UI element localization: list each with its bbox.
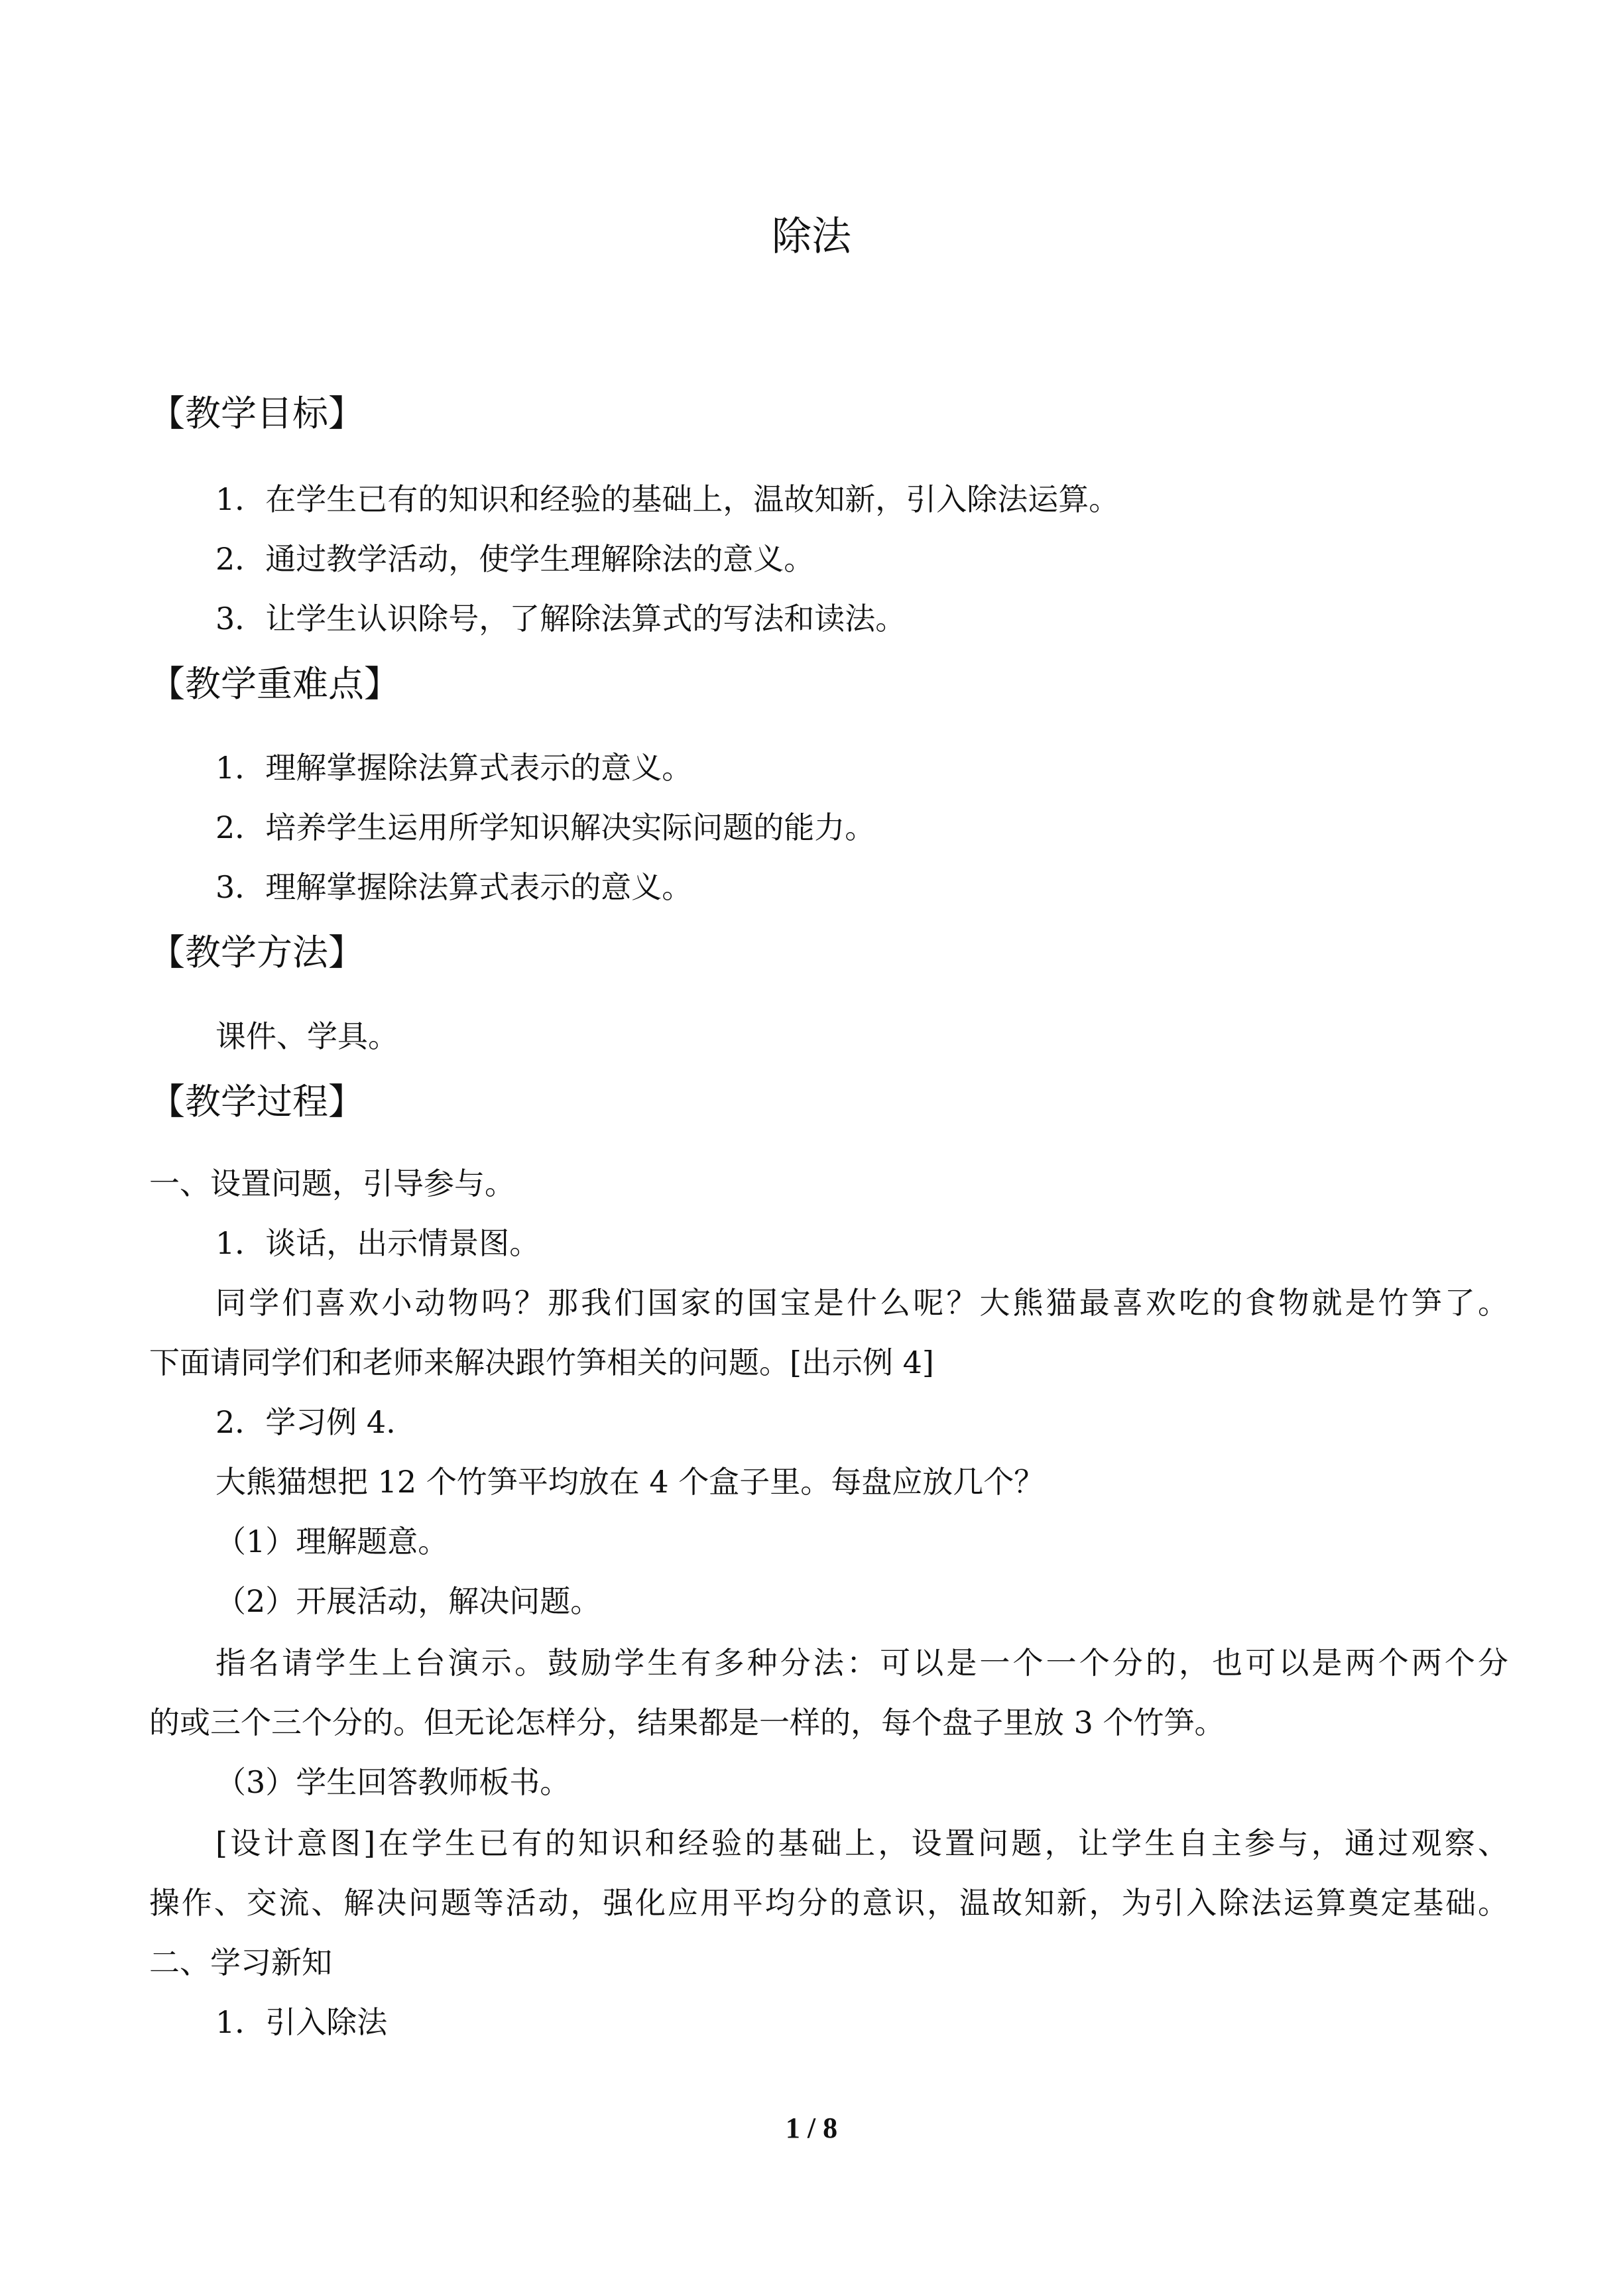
section-heading-key-points: 【教学重难点】: [149, 663, 400, 705]
objective-item: 2．通过教学活动，使学生理解除法的意义。: [215, 541, 815, 577]
process-step2: 2．学习例 4.: [215, 1404, 396, 1440]
process-substep: （1）理解题意。: [215, 1524, 449, 1559]
objective-item: 1．在学生已有的知识和经验的基础上，温故知新，引入除法运算。: [215, 481, 1120, 517]
methods-text: 课件、学具。: [215, 1018, 398, 1054]
process-part2-title: 二、学习新知: [149, 1945, 332, 1980]
key-point-item: 2．培养学生运用所学知识解决实际问题的能力。: [215, 810, 876, 845]
process-paragraph-line: 的或三个三个分的。但无论怎样分，结果都是一样的，每个盘子里放 3 个竹笋。: [149, 1705, 1225, 1740]
process-paragraph-line: 指名请学生上台演示。鼓励学生有多种分法：可以是一个一个分的，也可以是两个两个分: [215, 1645, 1508, 1681]
page-number: 1 / 8: [785, 2112, 838, 2144]
key-point-item: 3．理解掌握除法算式表示的意义。: [215, 869, 693, 905]
section-heading-objectives: 【教学目标】: [149, 393, 364, 434]
process-paragraph-line: 同学们喜欢小动物吗？那我们国家的国宝是什么呢？大熊猫最喜欢吃的食物就是竹笋了。: [215, 1285, 1508, 1321]
section-heading-process: 【教学过程】: [149, 1081, 364, 1122]
key-point-item: 1．理解掌握除法算式表示的意义。: [215, 750, 693, 786]
design-intent-line: 操作、交流、解决问题等活动，强化应用平均分的意识，温故知新，为引入除法运算奠定基础。: [149, 1885, 1508, 1921]
process-problem: 大熊猫想把 12 个竹笋平均放在 4 个盒子里。每盘应放几个？: [215, 1464, 1045, 1500]
section-heading-methods: 【教学方法】: [149, 932, 364, 973]
process-part1-title: 一、设置问题，引导参与。: [149, 1166, 515, 1201]
process-part2-step1: 1．引入除法: [215, 2004, 388, 2040]
process-substep: （2）开展活动，解决问题。: [215, 1583, 601, 1619]
objective-item: 3．让学生认识除号，了解除法算式的写法和读法。: [215, 601, 906, 636]
process-step1: 1．谈话，出示情景图。: [215, 1225, 540, 1261]
design-intent-line: [设计意图]在学生已有的知识和经验的基础上，设置问题，让学生自主参与，通过观察、: [215, 1825, 1508, 1861]
process-substep: （3）学生回答教师板书。: [215, 1764, 571, 1800]
page-title: 除法: [772, 213, 851, 260]
process-paragraph-line: 下面请同学们和老师来解决跟竹笋相关的问题。[出示例 4]: [149, 1345, 934, 1380]
